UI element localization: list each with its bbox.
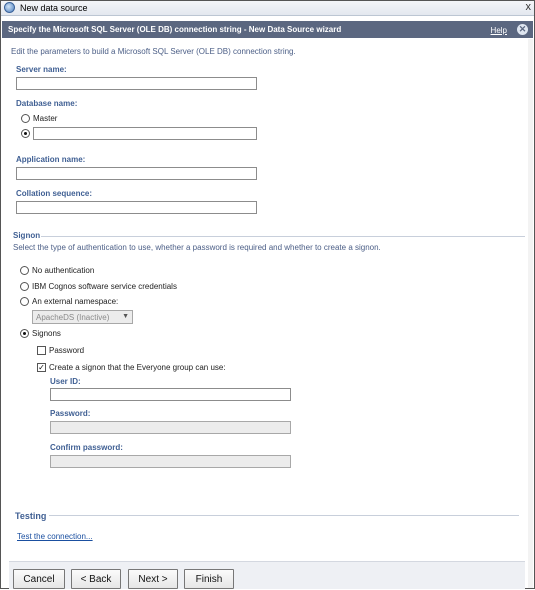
password-checkbox-label: Password [49,346,85,355]
password-input[interactable] [50,421,291,434]
collation-sequence-input[interactable] [16,201,257,214]
database-master-label: Master [33,114,58,123]
window-title: New data source [20,3,88,13]
server-name-label: Server name: [16,65,67,74]
help-link[interactable]: Help [490,26,507,35]
database-name-label: Database name: [16,99,78,108]
confirm-password-input[interactable] [50,455,291,468]
signons-label: Signons [32,329,61,338]
create-signon-label: Create a signon that the Everyone group can use: [49,363,226,372]
chevron-down-icon: ▼ [122,313,129,320]
test-connection-link[interactable]: Test the connection... [17,532,93,541]
next-button[interactable]: Next > [128,569,178,589]
signon-title: Signon [13,231,41,240]
window-close-icon[interactable]: x [525,1,531,13]
ibm-cognos-credentials-label: IBM Cognos software service credentials [32,282,177,291]
app-icon [4,2,15,13]
vertical-scrollbar[interactable] [528,39,533,588]
back-button[interactable]: < Back [71,569,121,589]
namespace-select[interactable] [32,310,133,324]
user-id-input[interactable] [50,388,291,401]
external-namespace-radio[interactable] [20,297,29,306]
no-authentication-radio[interactable] [20,266,29,275]
namespace-select-value: ApacheDS (Inactive) [36,313,110,322]
window-titlebar [1,1,534,16]
database-master-radio[interactable] [21,114,30,123]
collation-sequence-label: Collation sequence: [16,189,93,198]
external-namespace-label: An external namespace: [32,297,119,306]
ibm-cognos-credentials-radio[interactable] [20,282,29,291]
testing-divider [49,515,519,516]
signon-description: Select the type of authentication to use, whether a password is required and whether to create a signon. [13,243,381,252]
confirm-password-label: Confirm password: [50,443,123,452]
server-name-input[interactable] [16,77,257,90]
wizard-header [2,21,533,38]
no-authentication-label: No authentication [32,266,95,275]
database-name-input[interactable] [33,127,257,140]
signon-divider [41,236,525,237]
testing-title: Testing [15,511,47,521]
password-label: Password: [50,409,91,418]
password-checkbox[interactable] [37,346,46,355]
intro-text: Edit the parameters to build a Microsoft SQL Server (OLE DB) connection string. [11,47,296,56]
signons-radio[interactable] [20,329,29,338]
application-name-label: Application name: [16,155,86,164]
finish-button[interactable]: Finish [184,569,234,589]
create-signon-checkbox[interactable]: ✓ [38,363,45,372]
database-custom-radio[interactable] [21,129,30,138]
application-name-input[interactable] [16,167,257,180]
wizard-title: Specify the Microsoft SQL Server (OLE DB) connection string - New Data Source wizard [8,25,342,34]
cancel-button[interactable]: Cancel [13,569,65,589]
close-icon[interactable]: ✕ [518,24,527,34]
user-id-label: User ID: [50,377,81,386]
